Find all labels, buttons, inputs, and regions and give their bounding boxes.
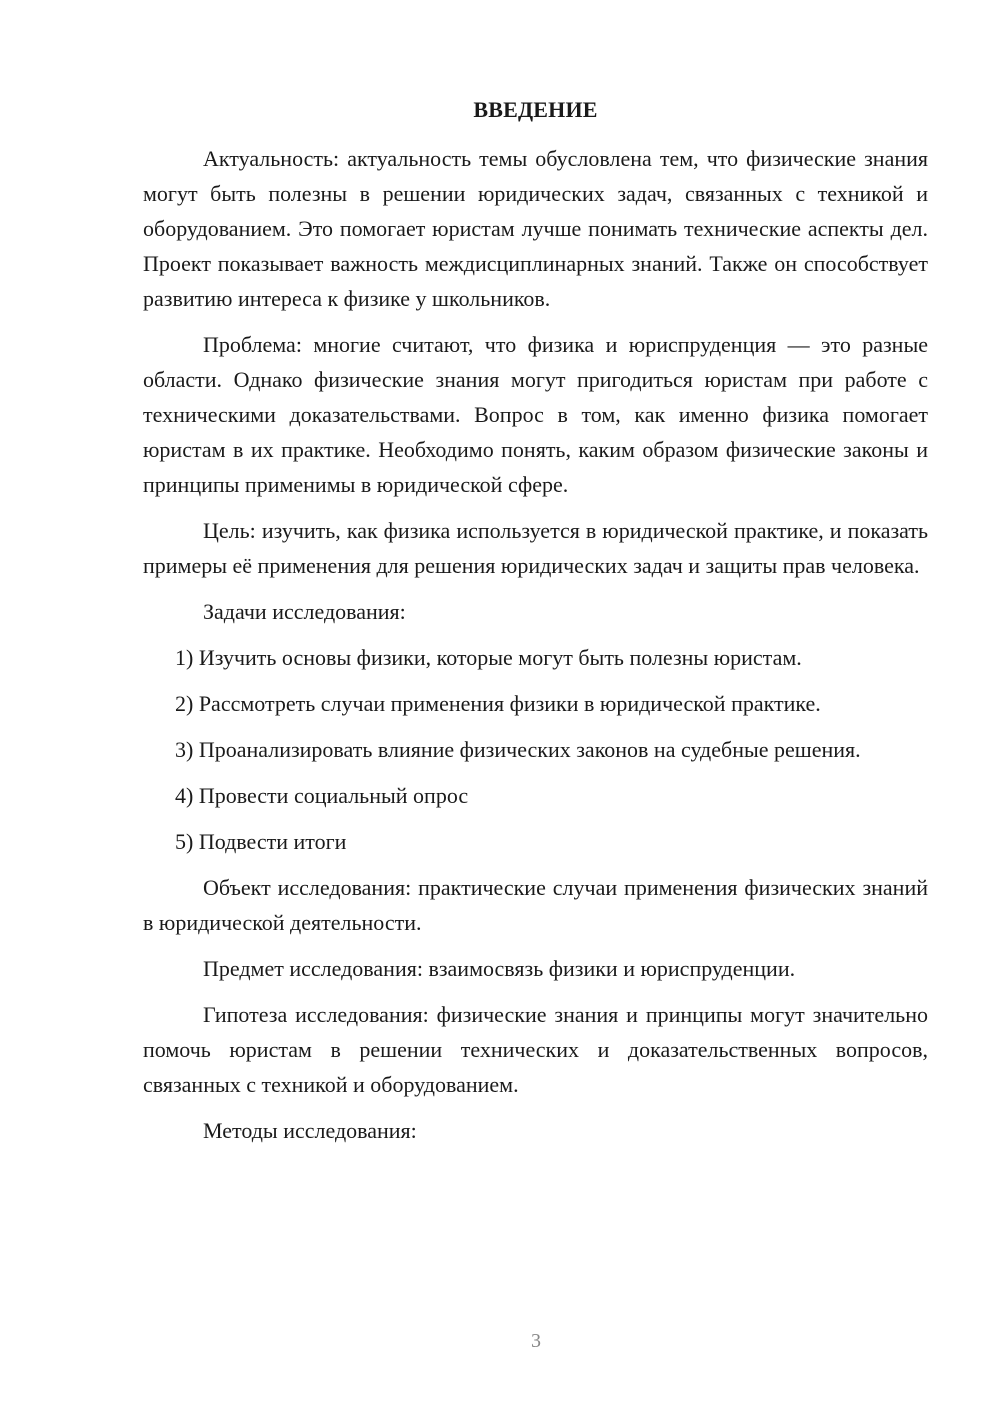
- task-item-4: 4) Провести социальный опрос: [175, 783, 469, 808]
- section-title: ВВЕДЕНИЕ: [473, 97, 598, 122]
- paragraph-goal: Цель: изучить, как физика используется в юридической практике, и показать примеры её применения для решения юридических задач и защиты прав человека.: [143, 518, 928, 578]
- task-item-2: 2) Рассмотреть случаи применения физики в юридической практике.: [175, 691, 821, 716]
- task-item-5: 5) Подвести итоги: [175, 829, 347, 854]
- page-number: 3: [531, 1330, 541, 1352]
- paragraph-tasks-heading: Задачи исследования:: [203, 599, 406, 624]
- paragraph-problem: Проблема: многие считают, что физика и юриспруденция — это разные области. Однако физические знания могут пригодиться юристам при работе с техническими доказательствами. Вопрос в том, как именно физика помогает юристам в их практике. Необходимо понять, каким образом физические законы и принципы применимы в юридической сфере.: [143, 332, 928, 497]
- paragraph-hypothesis: Гипотеза исследования: физические знания и принципы могут значительно помочь юристам в решении технических и доказательственных вопросов, связанных с техникой и оборудованием.: [143, 1002, 928, 1097]
- task-item-1: 1) Изучить основы физики, которые могут быть полезны юристам.: [175, 645, 802, 670]
- paragraph-relevance: Актуальность: актуальность темы обусловлена тем, что физические знания могут быть полезны в решении юридических задач, связанных с техникой и оборудованием. Это помогает юристам лучше понимать технические аспекты дел. Проект показывает важность междисциплинарных знаний. Также он способствует развитию интереса к физике у школьников.: [143, 146, 928, 311]
- paragraph-subject: Предмет исследования: взаимосвязь физики и юриспруденции.: [203, 956, 796, 981]
- task-item-3: 3) Проанализировать влияние физических законов на судебные решения.: [175, 737, 861, 762]
- paragraph-object: Объект исследования: практические случаи применения физических знаний в юридической деятельности.: [143, 875, 928, 935]
- paragraph-methods-heading: Методы исследования:: [203, 1118, 417, 1143]
- document-page: [143, 92, 928, 1159]
